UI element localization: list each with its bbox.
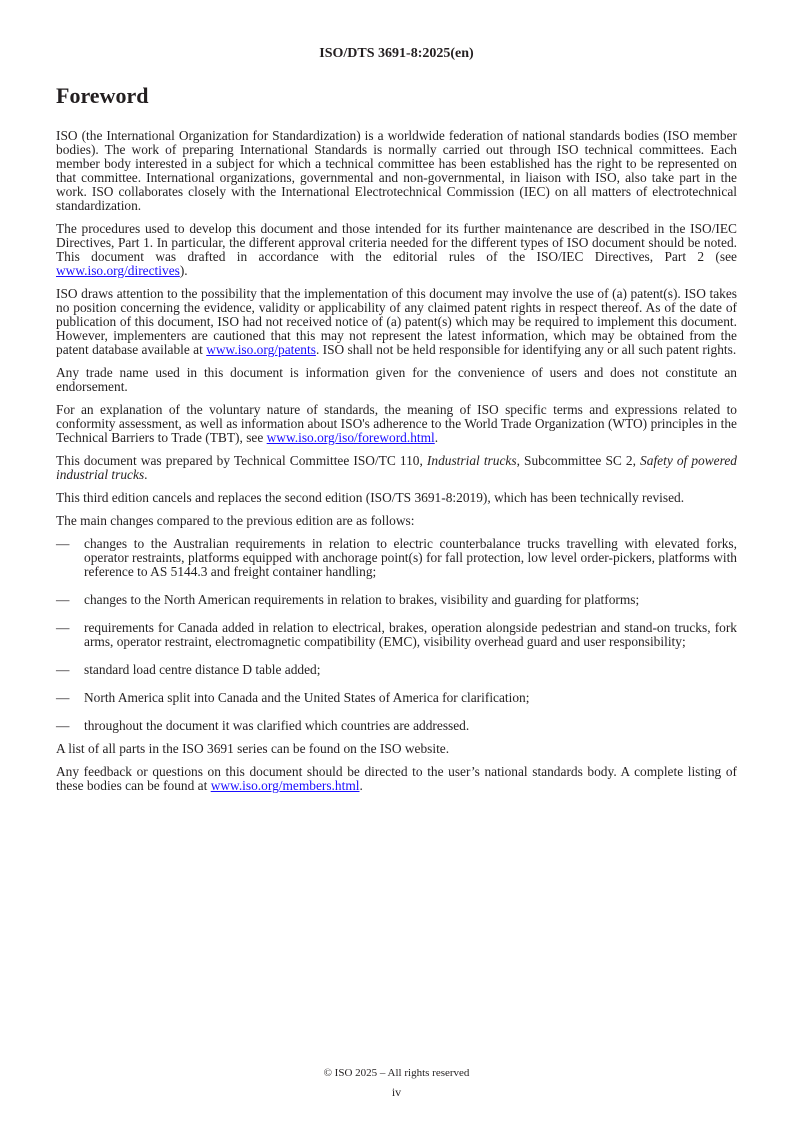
- paragraph-committee: [56, 454, 737, 482]
- dash: —: [56, 536, 70, 551]
- text: For an explanation of the voluntary nature of standards, the meaning of ISO specific terms and expressions related to conformity assessment, as well as information about ISO's adherence to the World Trade Organization (WTO) principles in the Technical Barriers to Trade (TBT), see: [56, 402, 737, 445]
- foreword-body: [56, 129, 737, 802]
- paragraph-series: A list of all parts in the ISO 3691 series can be found on the ISO website.: [56, 741, 450, 756]
- paragraph-changes-intro: The main changes compared to the previous edition are as follows:: [56, 513, 415, 528]
- text: .: [144, 467, 148, 482]
- patents-link[interactable]: www.iso.org/patents: [206, 342, 316, 357]
- paragraph-voluntary: [56, 403, 737, 445]
- list-item: [56, 593, 737, 607]
- list-item-text: changes to the Australian requirements in relation to electric counterbalance trucks travelling with elevated forks, operator restraints, platforms equipped with anchorage point(s) for fall protection, low level order-pickers, platforms with reference to AS 5144.3 and freight container handling;: [84, 536, 737, 579]
- text: .: [434, 430, 439, 445]
- page-title: Foreword: [56, 83, 149, 108]
- dash: —: [56, 662, 70, 677]
- changes-list: [56, 537, 737, 733]
- directives-link[interactable]: www.iso.org/directives: [56, 263, 180, 278]
- dash: —: [56, 690, 70, 705]
- list-item: [56, 691, 737, 705]
- list-item-text: changes to the North American requirements in relation to brakes, visibility and guarding for platforms;: [84, 592, 640, 607]
- text: ).: [179, 263, 188, 278]
- paragraph-edition: This third edition cancels and replaces the second edition (ISO/TS 3691-8:2019), which has been technically revised.: [56, 490, 685, 505]
- text: The procedures used to develop this document and those intended for its further maintenance are described in the ISO/IEC Directives, Part 1. In particular, the different approval criteria needed for the different types of ISO document should be noted. This document was drafted in accordance with the editorial rules of the ISO/IEC Directives, Part 2 (see: [56, 221, 737, 264]
- paragraph-procedures: [56, 222, 737, 278]
- dash: —: [56, 718, 70, 733]
- foreword-link[interactable]: www.iso.org/iso/foreword.html: [266, 430, 435, 445]
- dash: —: [56, 620, 70, 635]
- members-link[interactable]: www.iso.org/members.html: [210, 778, 360, 793]
- list-item: [56, 537, 737, 579]
- list-item: [56, 663, 737, 677]
- text: This document was prepared by Technical Committee ISO/TC 110,: [56, 453, 427, 468]
- text: Any feedback or questions on this document should be directed to the user’s national standards body. A complete listing of these bodies can be found at: [56, 764, 737, 793]
- list-item-text: North America split into Canada and the United States of America for clarification;: [84, 690, 530, 705]
- paragraph-iso-intro: ISO (the International Organization for Standardization) is a worldwide federation of national standards bodies (ISO member bodies). The work of preparing International Standards is normally carried out through ISO technical committees. Each member body interested in a subject for which a technical committee has been established has the right to be represented on that committee. International organizations, governmental and non-governmental, in liaison with ISO, also take part in the work. ISO collaborates closely with the International Electrotechnical Commission (IEC) on all matters of electrotechnical standardization.: [56, 128, 737, 213]
- paragraph-feedback: [56, 765, 737, 793]
- paragraph-trade-name: Any trade name used in this document is information given for the convenience of users and does not constitute an endorsement.: [56, 365, 737, 394]
- subcommittee-title: Safety of powered industrial trucks: [56, 453, 737, 482]
- copyright-footer: © ISO 2025 – All rights reserved: [323, 1067, 470, 1079]
- text: , Subcommittee SC 2,: [516, 453, 641, 468]
- dash: —: [56, 592, 70, 607]
- text: . ISO shall not be held responsible for identifying any or all such patent rights.: [315, 342, 737, 357]
- list-item: [56, 719, 737, 733]
- list-item: [56, 621, 737, 649]
- text: ISO draws attention to the possibility that the implementation of this document may involve the use of (a) patent(s). ISO takes no position concerning the evidence, validity or applicability of any claimed patent rights in respect thereof. As of the date of publication of this document, ISO had not received notice of (a) patent(s) which may be required to implement this document. However, implementers are cautioned that this may not represent the latest information, which may be obtained from the patent database available at: [56, 286, 737, 357]
- document-header: ISO/DTS 3691-8:2025(en): [319, 46, 474, 61]
- page-number: iv: [391, 1085, 402, 1099]
- list-item-text: standard load centre distance D table added;: [84, 662, 321, 677]
- text: .: [359, 778, 363, 793]
- committee-title: Industrial trucks: [426, 453, 517, 468]
- list-item-text: requirements for Canada added in relation to electrical, brakes, operation alongside pedestrian and stand-on trucks, fork arms, operator restraint, electromagnetic compatibility (EMC), visibility overhead guard and user responsibility;: [84, 620, 737, 649]
- paragraph-patents: [56, 287, 737, 357]
- list-item-text: throughout the document it was clarified which countries are addressed.: [84, 718, 470, 733]
